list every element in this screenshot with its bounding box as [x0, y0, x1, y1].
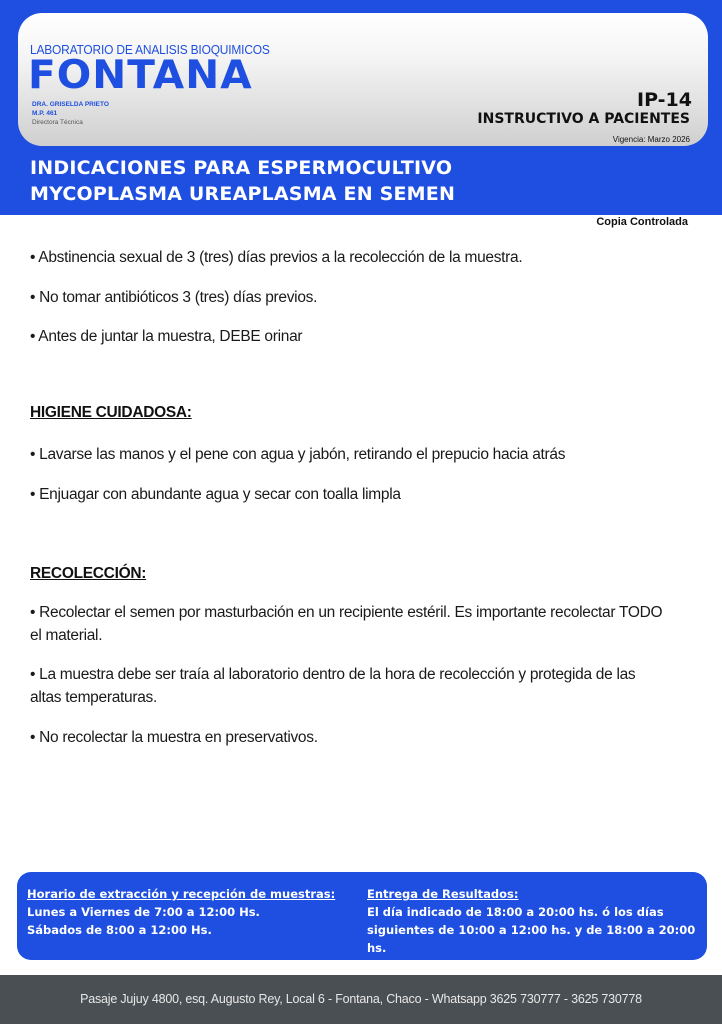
list-item: • La muestra debe ser traía al laboratorio dentro de la hora de recolección y protegida de las altas temperaturas.	[30, 666, 636, 706]
list-item: • Antes de juntar la muestra, DEBE orinar	[30, 328, 303, 345]
hygiene-heading: HIGIENE CUIDADOSA:	[30, 404, 192, 421]
results-line-2: siguientes de 10:00 a 12:00 hs. y de 18:00 a 20:00 hs.	[367, 923, 696, 955]
list-item: • No recolectar la muestra en preservativos.	[30, 729, 318, 746]
document-code: IP-14	[637, 89, 692, 111]
schedule-weekdays: Lunes a Viernes de 7:00 a 12:00 Hs.	[27, 905, 260, 919]
document-type: INSTRUCTIVO A PACIENTES	[477, 111, 690, 127]
schedule-column	[27, 885, 335, 939]
validity-date: Vigencia: Marzo 2026	[612, 135, 690, 144]
controlled-copy-label: Copia Controlada	[596, 216, 688, 228]
footer-address: Pasaje Jujuy 4800, esq. Augusto Rey, Local 6 - Fontana, Chaco - Whatsapp 3625 730777 - 3625 730778	[80, 992, 642, 1006]
title-line-1: INDICACIONES PARA ESPERMOCULTIVO	[30, 157, 453, 179]
hours-info-box	[17, 872, 707, 960]
list-item: • No tomar antibióticos 3 (tres) días previos.	[30, 289, 318, 306]
collection-heading: RECOLECCIÓN:	[30, 565, 147, 582]
title-line-2: MYCOPLASMA UREAPLASMA EN SEMEN	[30, 183, 456, 205]
lab-subtitle: LABORATORIO DE ANALISIS BIOQUIMICOS	[30, 42, 270, 57]
list-item: • Lavarse las manos y el pene con agua y jabón, retirando el prepucio hacia atrás	[30, 446, 566, 463]
lab-logo-name: FONTANA	[28, 53, 253, 98]
director-role: Directora Técnica	[32, 119, 83, 126]
header-card	[18, 13, 708, 146]
schedule-saturday: Sábados de 8:00 a 12:00 Hs.	[27, 923, 212, 937]
results-column	[367, 885, 707, 957]
list-item: • Abstinencia sexual de 3 (tres) días previos a la recolección de la muestra.	[30, 249, 523, 266]
director-name: DRA. GRISELDA PRIETO	[32, 101, 109, 108]
results-line-1: El día indicado de 18:00 a 20:00 hs. ó los días	[367, 905, 664, 919]
list-item: • Enjuagar con abundante agua y secar con toalla limpla	[30, 486, 401, 503]
results-heading: Entrega de Resultados:	[367, 887, 519, 901]
schedule-heading: Horario de extracción y recepción de muestras:	[27, 887, 336, 901]
list-item: • Recolectar el semen por masturbación en un recipiente estéril. Es importante recolectar TODO el material.	[30, 604, 663, 644]
director-license: M.P. 461	[32, 110, 58, 117]
page-title	[30, 155, 455, 207]
footer-bar	[0, 975, 722, 1024]
